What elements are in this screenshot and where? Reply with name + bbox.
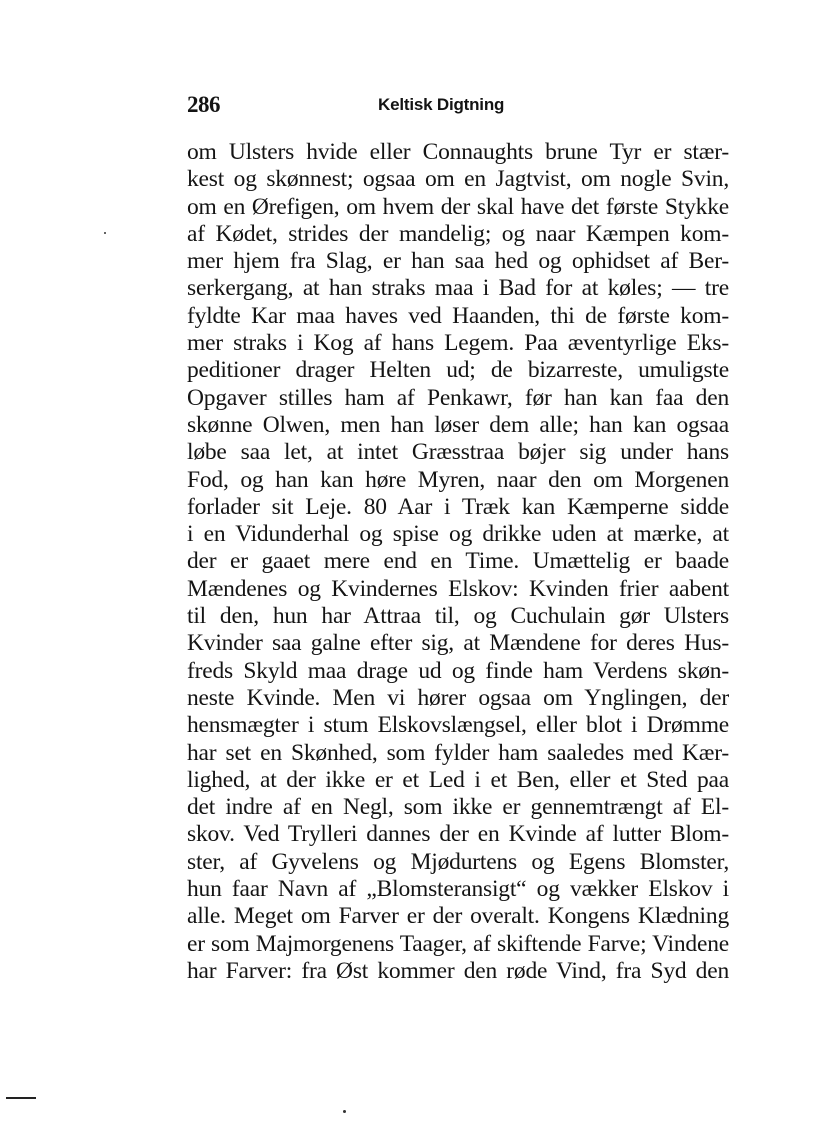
text-line: har set en Skønhed, som fylder ham saaledes med Kær-: [187, 739, 729, 766]
text-line: er som Majmorgenens Taager, af skiftende Farve; Vindene: [187, 930, 729, 957]
running-head: Keltisk Digtning: [378, 95, 505, 114]
text-line: skønne Olwen, men han løser dem alle; han kan ogsaa: [187, 411, 729, 438]
text-line: løbe saa let, at intet Græsstraa bøjer sig under hans: [187, 439, 729, 466]
text-line: det indre af en Negl, som ikke er gennemtrængt af El-: [187, 794, 729, 821]
text-line: af Kødet, strides der mandelig; og naar Kæmpen kom-: [187, 220, 729, 247]
text-line: i en Vidunderhal og spise og drikke uden at mærke, at: [187, 521, 729, 548]
text-line: hensmægter i stum Elskovslængsel, eller blot i Drømme: [187, 712, 729, 739]
text-line: Kvinder saa galne efter sig, at Mændene for deres Hus-: [187, 630, 729, 657]
text-line: alle. Meget om Farver er der overalt. Kongens Klædning: [187, 903, 729, 930]
text-line: kest og skønnest; ogsaa om en Jagtvist, om nogle Svin,: [187, 166, 729, 193]
text-line: har Farver: fra Øst kommer den røde Vind, fra Syd den: [187, 957, 729, 984]
text-line: ster, af Gyvelens og Mjødurtens og Egens Blomster,: [187, 848, 729, 875]
text-line: lighed, at der ikke er et Led i et Ben, eller et Sted paa: [187, 766, 729, 793]
text-line: Fod, og han kan høre Myren, naar den om Morgenen: [187, 466, 729, 493]
text-line: om Ulsters hvide eller Connaughts brune Tyr er stær-: [187, 139, 729, 165]
text-line: mer straks i Kog af hans Legem. Paa æventyrlige Eks-: [187, 330, 729, 357]
scan-speck: [343, 1110, 346, 1113]
text-line: om en Ørefigen, om hvem der skal have det første Stykke: [187, 193, 729, 220]
text-line: hun faar Navn af „Blomsteransigt“ og vækker Elskov i: [187, 876, 729, 903]
text-line: der er gaaet mere end en Time. Umættelig er baade: [187, 548, 729, 575]
text-line: peditioner drager Helten ud; de bizarreste, umuligste: [187, 357, 729, 384]
text-line: serkergang, at han straks maa i Bad for at køles; — tre: [187, 275, 729, 302]
body-text: [187, 139, 729, 985]
text-line: skov. Ved Trylleri dannes der en Kvinde af lutter Blom-: [187, 821, 729, 848]
text-line: mer hjem fra Slag, er han saa hed og ophidset af Ber-: [187, 248, 729, 275]
text-line: Mændenes og Kvindernes Elskov: Kvinden frier aabent: [187, 575, 729, 602]
page-number: 286: [187, 92, 220, 117]
scan-speck: [104, 232, 106, 234]
text-line: til den, hun har Attraa til, og Cuchulain gør Ulsters: [187, 603, 729, 630]
text-line: neste Kvinde. Men vi hører ogsaa om Ynglingen, der: [187, 684, 729, 711]
text-line: fyldte Kar maa haves ved Haanden, thi de første kom-: [187, 302, 729, 329]
text-line: freds Skyld maa drage ud og finde ham Verdens skøn-: [187, 657, 729, 684]
margin-mark: [6, 1097, 36, 1099]
text-line: forlader sit Leje. 80 Aar i Træk kan Kæmperne sidde: [187, 493, 729, 520]
text-line: Opgaver stilles ham af Penkawr, før han kan faa den: [187, 384, 729, 411]
